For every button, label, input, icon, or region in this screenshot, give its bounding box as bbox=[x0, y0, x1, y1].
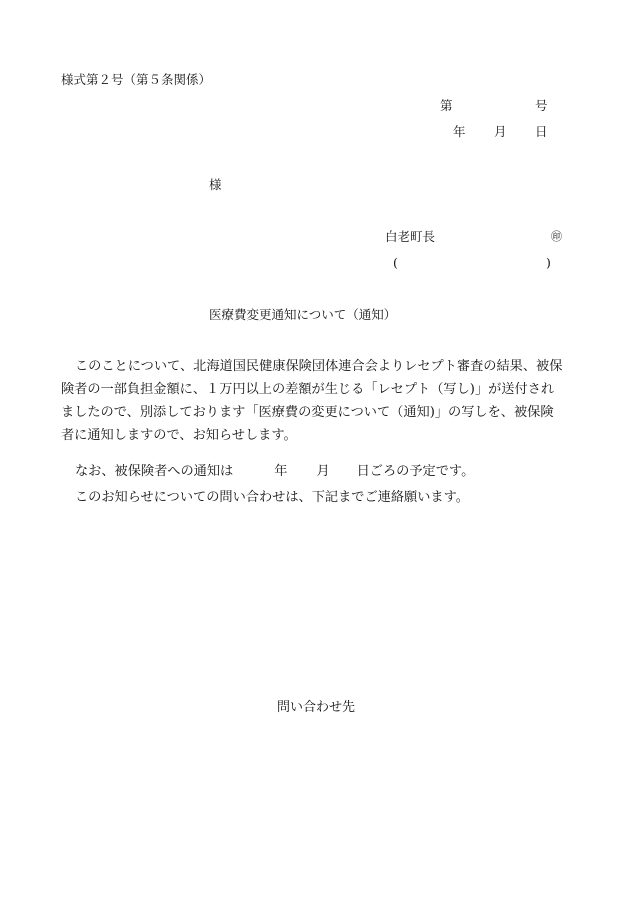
date-day: 日 bbox=[535, 124, 548, 139]
body-para1-line1: このことについて、北海道国民健康保険団体連合会よりレセプト審査の結果、被保 bbox=[75, 359, 563, 374]
body-para2 bbox=[61, 460, 474, 484]
seal-mark: ㊞ bbox=[551, 230, 562, 243]
body-para2-prefix: なお、被保険者への通知は bbox=[75, 464, 234, 479]
doc-number-prefix: 第 bbox=[440, 98, 453, 113]
sender-title: 白老町長 bbox=[385, 229, 436, 244]
addressee-suffix: 様 bbox=[209, 177, 222, 192]
body-para3: このお知らせについての問い合わせは、下記までご連絡願います。 bbox=[75, 490, 469, 505]
body-para1-line2: 険者の一部負担金額に、１万円以上の差額が生じる「レセプト（写し)」が送付され bbox=[61, 382, 555, 397]
sender-paren-close: ) bbox=[546, 255, 551, 270]
body-para2-month: 月 bbox=[316, 464, 330, 479]
contact-heading: 問い合わせ先 bbox=[277, 700, 356, 715]
form-label: 様式第２号（第５条関係） bbox=[61, 72, 212, 87]
body-para1-line3: ましたので、別添しております「医療費の変更について（通知)」の写しを、被保険 bbox=[61, 405, 554, 420]
sender-paren-open: ( bbox=[393, 255, 398, 270]
body-para2-year: 年 bbox=[274, 464, 288, 479]
body-para2-suffix: 日ごろの予定です。 bbox=[356, 464, 475, 479]
doc-number-suffix: 号 bbox=[535, 98, 548, 113]
date-year: 年 bbox=[453, 124, 466, 139]
subject-title: 医療費変更通知について（通知） bbox=[209, 307, 397, 322]
date-month: 月 bbox=[494, 124, 507, 139]
body-para1-line4: 者に通知しますので、お知らせします。 bbox=[61, 428, 297, 443]
